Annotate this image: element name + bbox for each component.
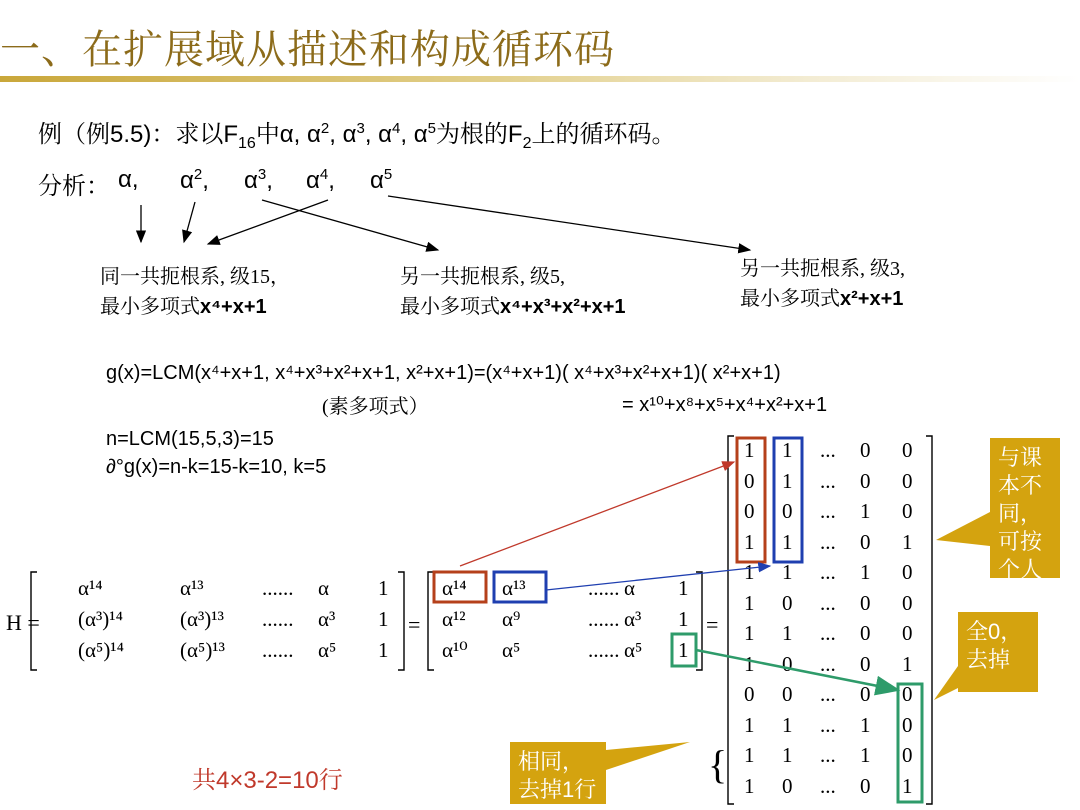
h-matrix-reduced-cell-r1-c4: α — [624, 576, 636, 600]
h-matrix-powers-cell-r3-c2: (α⁵)¹³ — [180, 638, 225, 662]
binary-matrix-cell-r5-c5: 0 — [902, 560, 913, 584]
binary-matrix-cell-r10-c5: 0 — [902, 712, 913, 737]
binary-matrix-cell-r1-c4: 0 — [860, 438, 871, 462]
binary-matrix-cell-r4-c3: ... — [820, 529, 836, 554]
h-matrix-reduced-cell-r3-c2: α⁵ — [502, 638, 521, 662]
h-matrix-reduced-cell-r2-c3: ...... — [588, 607, 620, 631]
h-matrix-reduced-cell-r2-c4: α³ — [624, 607, 642, 631]
callout-textbook: 与课本不同，可按个人习惯 — [990, 438, 1060, 578]
group-3-poly: x²+x+1 — [840, 288, 904, 310]
h-matrix-powers-cell-r2-c3: ...... — [262, 607, 294, 631]
h-matrix-reduced-cell-r1-c5: 1 — [678, 576, 689, 600]
group-2-line1: 另一共扼根系, 级5, — [400, 266, 565, 288]
example-comma-1: , α — [329, 121, 357, 148]
g-expanded: = x¹⁰+x⁸+x⁵+x⁴+x²+x+1 — [622, 394, 828, 416]
root-alpha-3-exp: 3 — [257, 166, 267, 183]
binary-matrix-cell-r2-c3: ... — [820, 468, 836, 493]
group-3-line1: 另一共扼根系, 级3, — [740, 258, 905, 280]
h-matrix-powers-cell-r1-c1: α¹⁴ — [78, 576, 103, 600]
box-alpha13 — [494, 572, 546, 602]
binary-matrix-cell-r6-c3: ... — [820, 590, 836, 615]
binary-matrix-cell-r4-c5: 1 — [902, 529, 913, 554]
example-mid: 中α, α — [255, 121, 321, 148]
binary-matrix-cell-r3-c2: 0 — [782, 499, 793, 523]
binary-matrix-cell-r1-c5: 0 — [902, 438, 913, 462]
binary-matrix-cell-r5-c1: 1 — [744, 560, 755, 584]
binary-matrix-cell-r11-c1: 1 — [744, 743, 755, 767]
example-sub-2: 2 — [522, 134, 532, 152]
binary-matrix-cell-r6-c5: 0 — [902, 590, 913, 615]
binary-matrix-cell-r6-c4: 0 — [860, 590, 871, 615]
h-matrix-reduced-cell-r3-c4: α⁵ — [624, 638, 643, 662]
bm-bracket-right — [926, 436, 932, 804]
group-1-poly: x⁴+x+1 — [200, 296, 267, 318]
binary-matrix-cell-r4-c4: 0 — [860, 529, 871, 554]
binary-matrix-cell-r2-c5: 0 — [902, 468, 913, 493]
example-sup-2: 2 — [320, 120, 330, 137]
g-equation: g(x)=LCM(x⁴+x+1, x⁴+x³+x²+x+1, x²+x+1)=(x⁴+x+1)( x⁴+x³+x²+x+1)( x²+x+1) — [106, 362, 781, 384]
binary-matrix-cell-r3-c4: 1 — [860, 499, 871, 523]
binary-matrix-cell-r5-c3: ... — [820, 560, 836, 584]
analysis-label: 分析： — [38, 173, 110, 200]
root-alpha-3-base: α — [244, 167, 258, 194]
example-sup-4: 4 — [392, 120, 401, 137]
binary-matrix-cell-r10-c2: 1 — [782, 712, 793, 737]
h-matrix-powers-cell-r2-c1: (α³)¹⁴ — [78, 607, 123, 631]
rows-count: 共4×3-2=10行 — [192, 767, 343, 794]
example-sub-16: 16 — [238, 134, 256, 152]
binary-matrix-cell-r10-c1: 1 — [744, 712, 755, 737]
binary-matrix-cell-r12-c1: 1 — [744, 773, 755, 798]
binary-matrix-cell-r7-c3: ... — [820, 621, 836, 645]
curly-brace: { — [708, 742, 728, 787]
binary-matrix-cell-r5-c4: 1 — [860, 560, 871, 584]
binary-matrix-cell-r3-c5: 0 — [902, 499, 913, 523]
binary-matrix-cell-r9-c2: 0 — [782, 682, 793, 706]
root-alpha-4-base: α — [306, 167, 320, 194]
box-col1 — [737, 438, 765, 562]
group-3-label: 最小多项式 — [740, 288, 840, 310]
h-matrix-reduced-cell-r3-c5: 1 — [678, 638, 689, 662]
binary-matrix-cell-r12-c3: ... — [820, 773, 836, 798]
binary-matrix-cell-r7-c4: 0 — [860, 621, 871, 645]
binary-matrix-cell-r3-c3: ... — [820, 499, 836, 523]
group-1-label: 最小多项式 — [100, 296, 200, 318]
h-matrix-powers-cell-r3-c1: (α⁵)¹⁴ — [78, 638, 124, 662]
h-matrix-reduced-cell-r2-c2: α⁹ — [502, 607, 521, 631]
example-sup-5: 5 — [427, 120, 436, 137]
page-title: 一、在扩展域从描述和构成循环码 — [0, 27, 615, 73]
box-one — [672, 634, 696, 666]
arrow-alpha5 — [388, 196, 750, 250]
group-2-poly: x⁴+x³+x²+x+1 — [500, 296, 626, 318]
binary-matrix-cell-r9-c3: ... — [820, 682, 836, 706]
root-alpha-4-exp: 4 — [319, 166, 329, 183]
h-matrix-powers-cell-r3-c4: α⁵ — [318, 638, 337, 662]
pointer-textbook — [936, 512, 990, 546]
binary-matrix-cell-r10-c4: 1 — [860, 712, 871, 737]
binary-matrix-cell-r1-c1: 1 — [744, 438, 755, 462]
equals-2: = — [408, 612, 421, 637]
binary-matrix-cell-r10-c3: ... — [820, 712, 836, 737]
root-alpha-2-exp: 2 — [193, 166, 203, 183]
binary-matrix-cell-r9-c5: 0 — [902, 682, 913, 706]
binary-matrix-cell-r6-c2: 0 — [782, 590, 793, 615]
arrow-alpha4 — [208, 200, 328, 244]
root-alpha-4-comma: , — [328, 167, 335, 194]
binary-matrix-cell-r7-c2: 1 — [782, 621, 793, 645]
root-alpha-3-comma: , — [266, 167, 273, 194]
h-matrix-powers-cell-r3-c3: ...... — [262, 638, 294, 662]
h-matrix-powers-cell-r1-c2: α¹³ — [180, 576, 204, 600]
h-matrix-powers-cell-r2-c2: (α³)¹³ — [180, 607, 224, 631]
pointer-zero — [934, 666, 958, 700]
h-matrix-reduced-cell-r3-c3: ...... — [588, 638, 620, 662]
root-alpha-5-base: α — [370, 167, 384, 194]
h-matrix-reduced-cell-r1-c1: α¹⁴ — [442, 576, 467, 600]
binary-matrix-cell-r8-c5: 1 — [902, 651, 913, 676]
group-1-line1: 同一共扼根系, 级15， — [100, 266, 290, 288]
n-equation: n=LCM(15,5,3)=15 — [106, 428, 274, 450]
binary-matrix-cell-r4-c1: 1 — [744, 529, 755, 554]
arrow-alpha2 — [184, 202, 195, 242]
h-matrix-powers-cell-r2-c4: α³ — [318, 607, 336, 631]
example-lead: 例（例5.5)：求以F — [38, 121, 239, 148]
root-alpha-2-comma: , — [202, 167, 209, 194]
binary-matrix-cell-r6-c1: 1 — [744, 590, 755, 615]
h-matrix-powers-cell-r1-c3: ...... — [262, 576, 294, 600]
example-tail: 为根的F — [435, 121, 523, 148]
equals-3: = — [706, 612, 719, 637]
prime-note: (素多项式） — [322, 396, 429, 418]
binary-matrix-cell-r3-c1: 0 — [744, 499, 755, 523]
h-symbol: H — [6, 610, 22, 635]
h-equals: = — [27, 610, 40, 635]
binary-matrix-cell-r1-c2: 1 — [782, 438, 793, 462]
root-alpha-1: α, — [118, 166, 139, 193]
binary-matrix-cell-r2-c1: 0 — [744, 468, 755, 493]
pointer-same — [606, 742, 690, 770]
h-matrix-powers-cell-r1-c5: 1 — [378, 576, 389, 600]
example-comma-3: , α — [400, 121, 428, 148]
binary-matrix-cell-r8-c4: 0 — [860, 651, 871, 676]
binary-matrix-cell-r2-c2: 1 — [782, 468, 793, 493]
h-matrix-reduced-cell-r1-c2: α¹³ — [502, 576, 526, 600]
binary-matrix-cell-r8-c1: 1 — [744, 651, 755, 676]
h-matrix-reduced-cell-r2-c1: α¹² — [442, 607, 466, 631]
box-col2 — [774, 438, 802, 562]
root-alpha-5-exp: 5 — [383, 166, 393, 183]
group-2-label: 最小多项式 — [400, 296, 500, 318]
degree-equation: ∂°g(x)=n-k=15-k=10, k=5 — [106, 456, 327, 478]
binary-matrix-cell-r5-c2: 1 — [782, 560, 793, 584]
binary-matrix-cell-r4-c2: 1 — [782, 529, 793, 554]
example-comma-2: , α — [364, 121, 393, 148]
binary-matrix-cell-r7-c1: 1 — [744, 621, 755, 645]
binary-matrix-cell-r11-c5: 0 — [902, 743, 913, 767]
box-alpha14 — [434, 572, 486, 602]
binary-matrix-cell-r8-c3: ... — [820, 651, 836, 676]
binary-matrix-cell-r9-c1: 0 — [744, 682, 755, 706]
binary-matrix-cell-r8-c2: 0 — [782, 651, 793, 676]
binary-matrix-cell-r1-c3: ... — [820, 438, 836, 462]
arrow-red — [460, 462, 734, 566]
m1-bracket-left — [31, 572, 37, 670]
callout-zero: 全0，去掉 — [958, 612, 1038, 692]
binary-matrix-cell-r11-c3: ... — [820, 743, 836, 767]
callout-same: 相同，去掉1行 — [510, 742, 606, 804]
bm-bracket-left — [728, 436, 734, 804]
binary-matrix-cell-r11-c4: 1 — [860, 743, 871, 767]
binary-matrix-cell-r12-c2: 0 — [782, 773, 793, 798]
binary-matrix-cell-r11-c2: 1 — [782, 743, 793, 767]
h-matrix-reduced-cell-r3-c1: α¹⁰ — [442, 638, 468, 662]
arrow-blue — [546, 566, 770, 590]
example-end: 上的循环码。 — [531, 121, 676, 148]
binary-matrix-cell-r12-c4: 0 — [860, 773, 871, 798]
h-matrix-reduced-cell-r2-c5: 1 — [678, 607, 689, 631]
h-matrix-reduced-cell-r1-c3: ...... — [588, 576, 620, 600]
box-last-col — [898, 684, 922, 802]
h-matrix-powers-cell-r3-c5: 1 — [378, 638, 389, 662]
binary-matrix-cell-r2-c4: 0 — [860, 468, 871, 493]
binary-matrix-cell-r12-c5: 1 — [902, 773, 913, 798]
example-sup-3: 3 — [356, 120, 365, 137]
binary-matrix-cell-r9-c4: 0 — [860, 682, 871, 706]
m1-bracket-right — [398, 572, 404, 670]
binary-matrix-cell-r7-c5: 0 — [902, 621, 913, 645]
arrow-green — [696, 650, 898, 690]
arrow-alpha3 — [262, 200, 438, 250]
h-matrix-powers-cell-r1-c4: α — [318, 576, 330, 600]
h-matrix-powers-cell-r2-c5: 1 — [378, 607, 389, 631]
root-alpha-2-base: α — [180, 167, 194, 194]
